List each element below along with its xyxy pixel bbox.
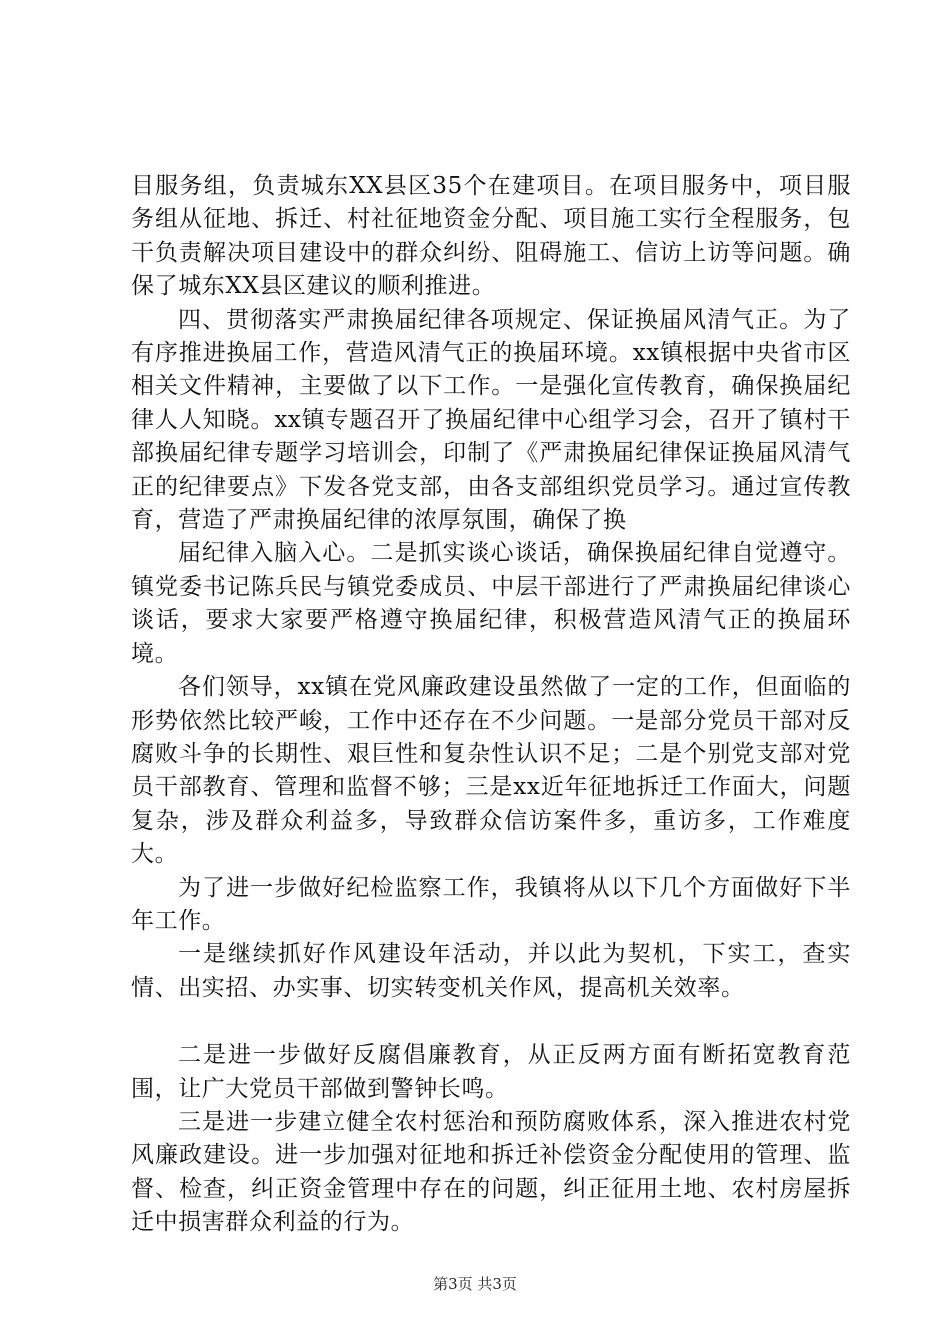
paragraph-heart-talk: 届纪律入脑入心。二是抓实谈心谈话，确保换届纪律自觉遵守。镇党委书记陈兵民与镇党委成员、中层干部进行了严肃换届纪律谈心谈话，要求大家要严格遵守换届纪律，积极营造风清气正的换届环境。 <box>131 540 851 667</box>
paragraph-item-one: 一是继续抓好作风建设年活动，并以此为契机，下实工，查实情、出实招、办实事、切实转变机关作风，提高机关效率。 <box>131 941 851 1001</box>
paragraph-continuation: 目服务组，负责城东XX县区35个在建项目。在项目服务中，项目服务组从征地、拆迁、村社征地资金分配、项目施工实行全程服务，包干负责解决项目建设中的群众纠纷、阻碍施工、信访上访等问题。确保了城东XX县区建议的顺利推进。 <box>131 173 851 300</box>
paragraph-problems: 各们领导，xx镇在党风廉政建设虽然做了一定的工作，但面临的形势依然比较严峻，工作中还存在不少问题。一是部分党员干部对反腐败斗争的长期性、艰巨性和复杂性认识不足；二是个别党支部对党员干部教育、管理和监督不够；三是xx近年征地拆迁工作面大，问题复杂，涉及群众利益多，导致群众信访案件多，重访多，工作难度大。 <box>131 674 851 868</box>
paragraph-item-two: 二是进一步做好反腐倡廉教育，从正反两方面有断拓宽教育范围，让广大党员干部做到警钟长鸣。 <box>131 1042 851 1102</box>
paragraph-item-three: 三是进一步建立健全农村惩治和预防腐败体系，深入推进农村党风廉政建设。进一步加强对征地和拆迁补偿资金分配使用的管理、监督、检查，纠正资金管理中存在的问题，纠正征用土地、农村房屋拆迁中损害群众利益的行为。 <box>131 1108 851 1236</box>
paragraph-section-four: 四、贯彻落实严肃换届纪律各项规定、保证换届风清气正。为了有序推进换届工作，营造风清气正的换届环境。xx镇根据中央省市区相关文件精神，主要做了以下工作。一是强化宣传教育，确保换届纪律人人知晓。xx镇专题召开了换届纪律中心组学习会，召开了镇村干部换届纪律专题学习培训会，印制了《严肃换届纪律保证换届风清气正的纪律要点》下发各党支部，由各支部组织党员学习。通过宣传教育，营造了严肃换届纪律的浓厚氛围，确保了换 <box>131 306 851 534</box>
paragraph-next-steps-intro: 为了进一步做好纪检监察工作，我镇将从以下几个方面做好下半年工作。 <box>131 874 851 934</box>
page-number-footer: 第3页 共3页 <box>433 1275 517 1293</box>
document-body <box>131 170 851 1240</box>
